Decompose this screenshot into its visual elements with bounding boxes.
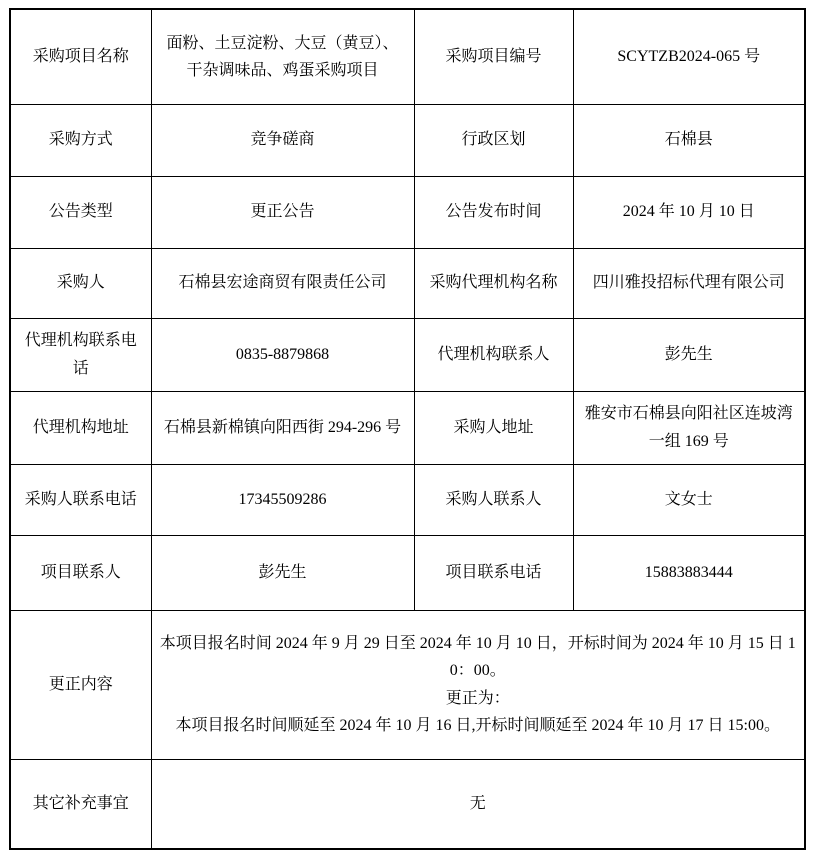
value-purchaser-contact: 文女士	[573, 464, 805, 535]
table-row	[10, 535, 805, 610]
label-admin-region: 行政区划	[414, 104, 573, 176]
value-purchaser-phone: 17345509286	[151, 464, 414, 535]
value-agency-contact: 彭先生	[573, 318, 805, 391]
label-purchaser: 采购人	[10, 248, 151, 318]
value-purchaser-address: 雅安市石棉县向阳社区连坡湾一组 169 号	[573, 391, 805, 464]
label-publish-time: 公告发布时间	[414, 176, 573, 248]
label-agency-contact: 代理机构联系人	[414, 318, 573, 391]
value-agency-name: 四川雅投招标代理有限公司	[573, 248, 805, 318]
table-row	[10, 464, 805, 535]
label-agency-address: 代理机构地址	[10, 391, 151, 464]
correction-line: 本项目报名时间 2024 年 9 月 29 日至 2024 年 10 月 10 日，开标时间为 2024 年 10 月 15 日 10：00。	[159, 635, 796, 680]
label-procurement-method: 采购方式	[10, 104, 151, 176]
label-purchaser-address: 采购人地址	[414, 391, 573, 464]
value-supplement: 无	[151, 759, 805, 849]
value-correction-content	[151, 610, 805, 759]
label-correction-content: 更正内容	[10, 610, 151, 759]
procurement-info-table	[9, 8, 806, 850]
value-project-phone: 15883883444	[573, 535, 805, 610]
value-project-number: SCYTZB2024-065 号	[573, 9, 805, 104]
value-project-name: 面粉、土豆淀粉、大豆（黄豆）、干杂调味品、鸡蛋采购项目	[151, 9, 414, 104]
table-row	[10, 391, 805, 464]
table-row	[10, 318, 805, 391]
label-agency-name: 采购代理机构名称	[414, 248, 573, 318]
table-row	[10, 9, 805, 104]
table-row	[10, 248, 805, 318]
label-supplement: 其它补充事宜	[10, 759, 151, 849]
value-agency-phone: 0835-8879868	[151, 318, 414, 391]
label-purchaser-phone: 采购人联系电话	[10, 464, 151, 535]
label-project-phone: 项目联系电话	[414, 535, 573, 610]
table-row-correction	[10, 610, 805, 759]
label-project-name: 采购项目名称	[10, 9, 151, 104]
value-publish-time: 2024 年 10 月 10 日	[573, 176, 805, 248]
label-agency-phone: 代理机构联系电话	[10, 318, 151, 391]
value-project-contact: 彭先生	[151, 535, 414, 610]
label-announcement-type: 公告类型	[10, 176, 151, 248]
value-procurement-method: 竞争磋商	[151, 104, 414, 176]
label-project-number: 采购项目编号	[414, 9, 573, 104]
correction-line: 本项目报名时间顺延至 2024 年 10 月 16 日,开标时间顺延至 2024 年 10 月 17 日 15:00。	[175, 716, 780, 734]
label-purchaser-contact: 采购人联系人	[414, 464, 573, 535]
label-project-contact: 项目联系人	[10, 535, 151, 610]
table-row	[10, 104, 805, 176]
correction-line: 更正为：	[445, 689, 510, 707]
table-row-supplement	[10, 759, 805, 849]
value-admin-region: 石棉县	[573, 104, 805, 176]
table-row	[10, 176, 805, 248]
value-agency-address: 石棉县新棉镇向阳西街 294-296 号	[151, 391, 414, 464]
value-purchaser: 石棉县宏途商贸有限责任公司	[151, 248, 414, 318]
value-announcement-type: 更正公告	[151, 176, 414, 248]
